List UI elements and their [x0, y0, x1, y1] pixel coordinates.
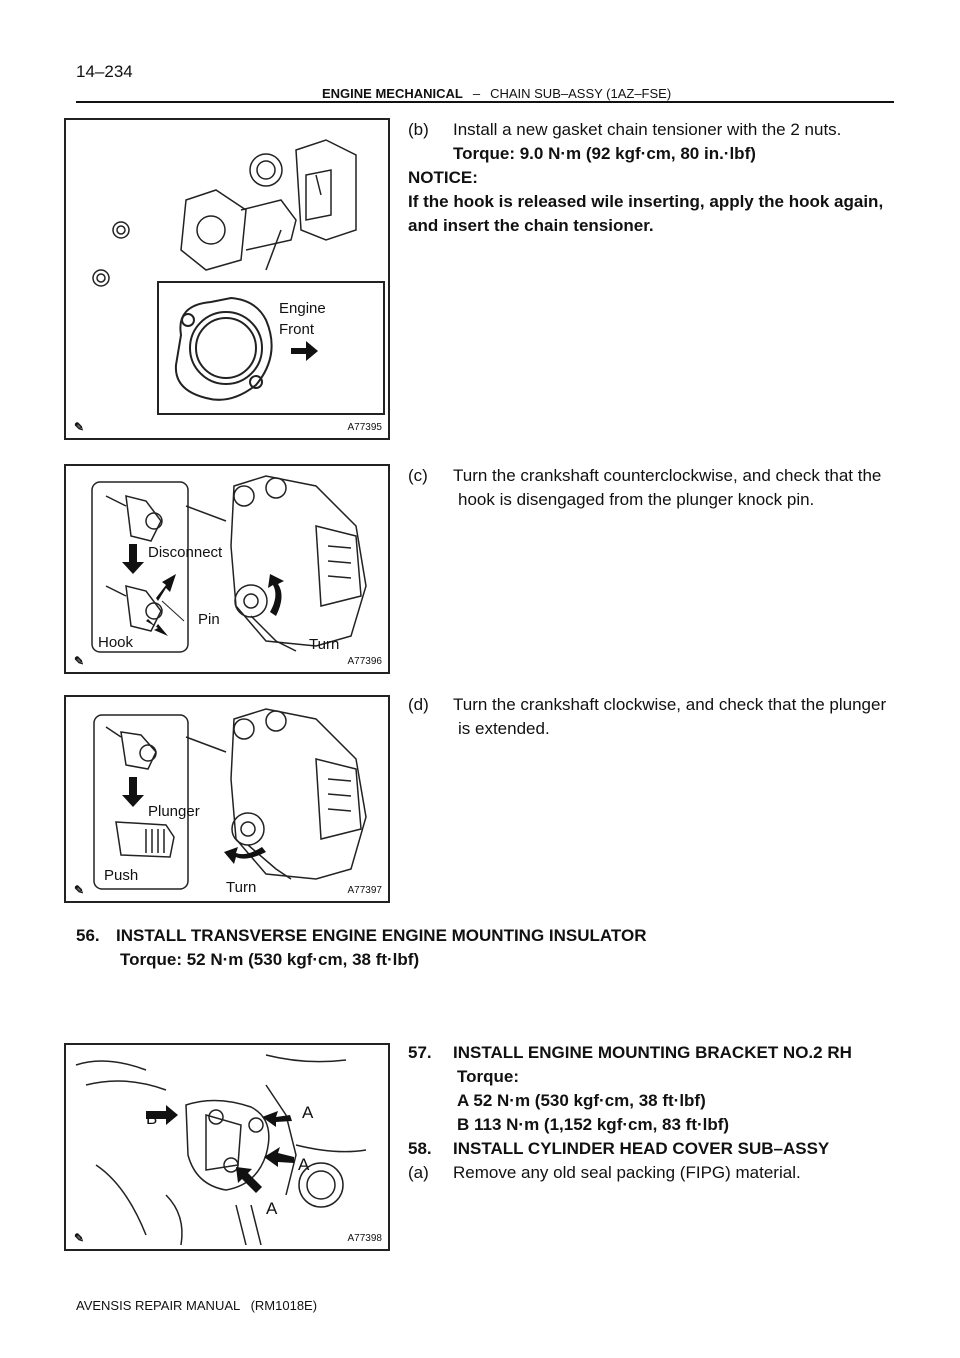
- figure-plunger-extended: [64, 695, 390, 903]
- step-56-torque: Torque: 52 N·m (530 kgf·cm, 38 ft·lbf): [120, 950, 420, 969]
- label-pin: Pin: [198, 611, 220, 628]
- figure-gasket-tensioner: [64, 118, 390, 440]
- step-58-label: 58.: [408, 1139, 432, 1158]
- step-57-torque-a: A 52 N·m (530 kgf·cm, 38 ft·lbf): [457, 1091, 706, 1110]
- step-c-label: (c): [408, 466, 428, 485]
- subsection-title: CHAIN SUB–ASSY (1AZ–FSE): [490, 86, 672, 101]
- figure-id: A77395: [347, 422, 382, 433]
- figure-id: A77396: [347, 656, 382, 667]
- step-56-label: 56.: [76, 926, 100, 945]
- mounting-bracket-illustration: [66, 1045, 388, 1249]
- label-hook: Hook: [98, 634, 134, 651]
- step-58a-text: Remove any old seal packing (FIPG) material.: [453, 1163, 801, 1182]
- step-57-label: 57.: [408, 1043, 432, 1062]
- step-58: [408, 1137, 898, 1185]
- step-b-label: (b): [408, 120, 429, 139]
- page-number: 14–234: [76, 62, 133, 81]
- label-disconnect: Disconnect: [148, 544, 223, 561]
- notice-text: If the hook is released wile inserting, apply the hook again, and insert the chain tensioner.: [408, 192, 884, 235]
- label-a-bottom: A: [266, 1199, 278, 1218]
- label-a-top: A: [302, 1103, 314, 1122]
- figure-hook-disconnect: [64, 464, 390, 674]
- figure-mounting-bracket: [64, 1043, 390, 1251]
- section-header: [322, 86, 671, 101]
- step-b-text: Install a new gasket chain tensioner with the 2 nuts.: [453, 120, 842, 139]
- label-plunger: Plunger: [148, 803, 200, 820]
- step-57: [408, 1041, 898, 1137]
- step-c-line2: hook is disengaged from the plunger knock pin.: [458, 490, 815, 509]
- step-c: [408, 464, 898, 512]
- step-58a-label: (a): [408, 1163, 429, 1182]
- header-rule: [76, 101, 894, 103]
- label-push: Push: [104, 867, 139, 884]
- step-b-torque: Torque: 9.0 N·m (92 kgf·cm, 80 in.·lbf): [453, 144, 756, 163]
- figure-id: A77398: [347, 1233, 382, 1244]
- step-d-line2: is extended.: [458, 719, 550, 738]
- section-title: ENGINE MECHANICAL: [322, 86, 463, 101]
- label-engine-front: Engine Front: [279, 300, 326, 338]
- step-d: [408, 693, 898, 741]
- step-56: [76, 924, 896, 972]
- step-58-title: INSTALL CYLINDER HEAD COVER SUB–ASSY: [453, 1139, 830, 1158]
- step-57-title: INSTALL ENGINE MOUNTING BRACKET NO.2 RH: [453, 1043, 852, 1062]
- label-b: B: [146, 1109, 158, 1128]
- section-separator: –: [472, 86, 481, 101]
- step-56-title: INSTALL TRANSVERSE ENGINE ENGINE MOUNTING INSULATOR: [116, 926, 647, 945]
- figure-mark: ✎: [74, 654, 85, 668]
- label-turn: Turn: [226, 879, 257, 896]
- step-57-torque-title: Torque:: [457, 1067, 520, 1086]
- step-c-line1: Turn the crankshaft counterclockwise, and check that the: [453, 466, 882, 485]
- step-d-label: (d): [408, 695, 429, 714]
- step-b: [408, 118, 898, 238]
- figure-mark: ✎: [74, 1231, 85, 1245]
- footer-manual-title: AVENSIS REPAIR MANUAL (RM1018E): [76, 1298, 318, 1313]
- notice-title: NOTICE:: [408, 168, 478, 187]
- step-57-torque-b: B 113 N·m (1,152 kgf·cm, 83 ft·lbf): [457, 1115, 730, 1134]
- label-turn: Turn: [309, 636, 340, 653]
- figure-id: A77397: [347, 885, 382, 896]
- tensioner-illustration: [66, 120, 388, 438]
- figure-mark: ✎: [74, 883, 85, 897]
- label-a-middle: A: [298, 1155, 310, 1174]
- step-d-line1: Turn the crankshaft clockwise, and check that the plunger: [453, 695, 887, 714]
- figure-mark: ✎: [74, 420, 85, 434]
